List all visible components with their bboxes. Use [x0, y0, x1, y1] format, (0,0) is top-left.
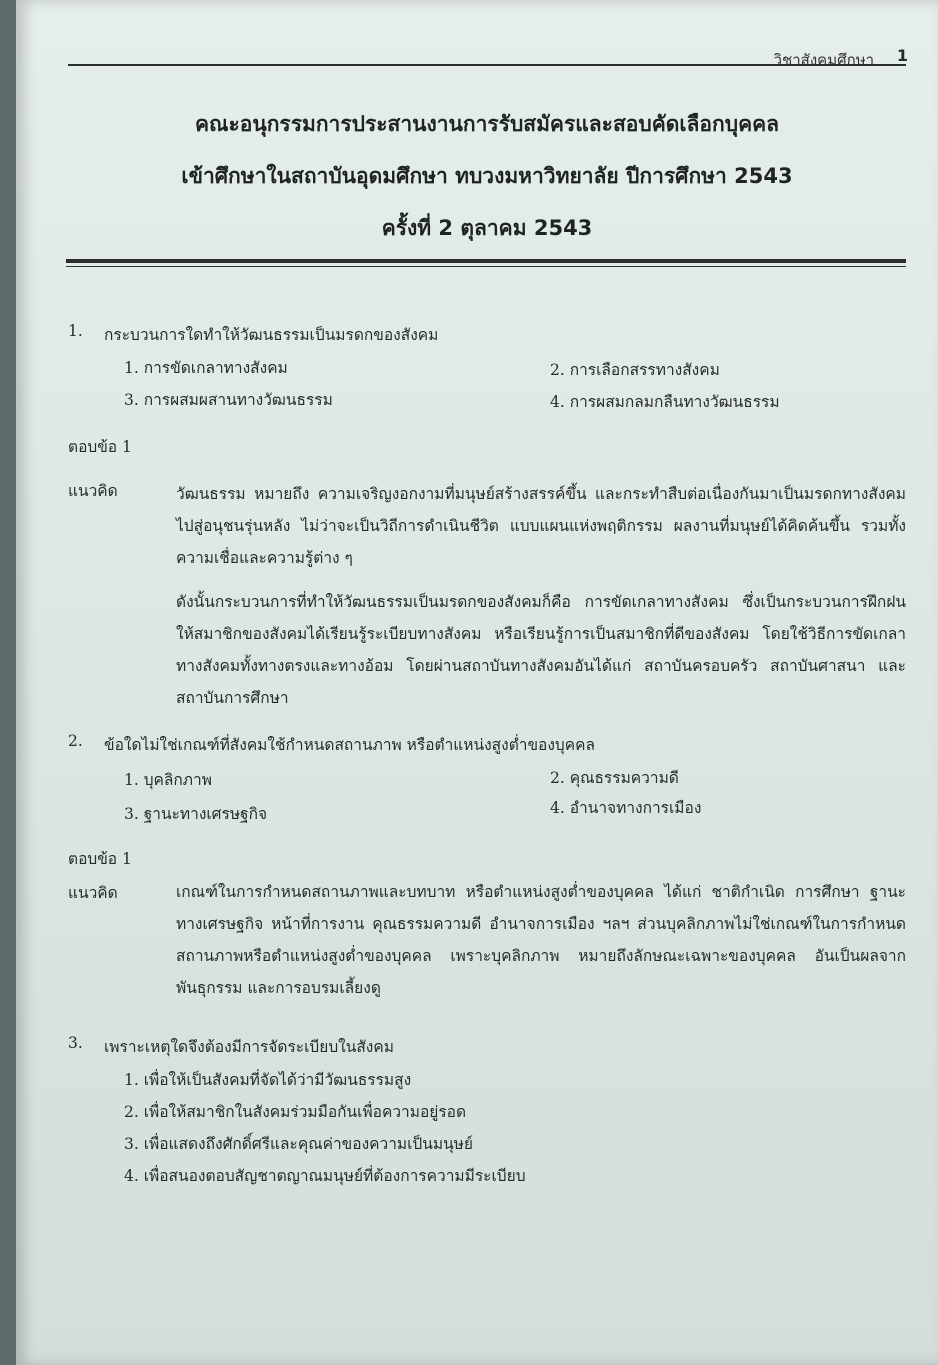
question-1	[68, 322, 908, 411]
choice-4: 4. เพื่อสนองตอบสัญชาตญาณมนุษย์ที่ต้องการความมีระเบียบ	[124, 1167, 526, 1185]
choice-3: 3. เพื่อแสดงถึงศักดิ์ศรีและคุณค่าของความเป็นมนุษย์	[124, 1135, 473, 1153]
concept-paragraph: วัฒนธรรม หมายถึง ความเจริญงอกงามที่มนุษย์สร้างสรรค์ขึ้น และกระทำสืบต่อเนื่องกันมาเป็นมรดกทางสังคมไปสู่อนุชนรุ่นหลัง ไม่ว่าจะเป็นวิถีการดำเนินชีวิต แบบแผนแห่งพฤติกรรม ผลงานที่มนุษย์ได้คิดค้นขึ้น รวมทั้งความเชื่อและความรู้ต่าง ๆ	[176, 485, 906, 567]
page-number: 1	[896, 46, 908, 65]
choice-1: 1. บุคลิกภาพ	[124, 771, 212, 789]
question-stem	[68, 732, 908, 757]
question-number: 2.	[68, 732, 83, 750]
question-number: 3.	[68, 1034, 83, 1052]
question-stem	[68, 1034, 908, 1059]
choice-2: 2. การเลือกสรรทางสังคม	[550, 361, 720, 379]
subject-title: วิชาสังคมศึกษา	[773, 51, 874, 69]
header-rule	[68, 64, 906, 66]
question-text: กระบวนการใดทำให้วัฒนธรรมเป็นมรดกของสังคม	[104, 326, 439, 344]
choice-3: 3. ฐานะทางเศรษฐกิจ	[124, 805, 268, 823]
exam-page	[16, 0, 938, 1365]
question-2	[68, 732, 908, 823]
concept-label: แนวคิด	[68, 884, 118, 902]
question-number: 1.	[68, 322, 83, 340]
choice-2: 2. คุณธรรมความดี	[550, 769, 679, 787]
question-stem	[68, 322, 908, 347]
document-title	[68, 98, 906, 254]
choice-1: 1. การขัดเกลาทางสังคม	[124, 359, 288, 377]
question-text: ข้อใดไม่ใช่เกณฑ์ที่สังคมใช้กำหนดสถานภาพ หรือตำแหน่งสูงต่ำของบุคคล	[104, 736, 596, 754]
choice-4: 4. อำนาจทางการเมือง	[550, 799, 702, 817]
concept-1	[68, 478, 906, 714]
concept-paragraph: เกณฑ์ในการกำหนดสถานภาพและบทบาท หรือตำแหน่งสูงต่ำของบุคคล ได้แก่ ชาติกำเนิด การศึกษา ฐานะทางเศรษฐกิจ หน้าที่การงาน คุณธรรมความดี อำนาจการเมือง ฯลฯ ส่วนบุคลิกภาพไม่ใช่เกณฑ์ในการกำหนดสถานภาพหรือตำแหน่งสูงต่ำของบุคคล เพราะบุคลิกภาพ หมายถึงลักษณะเฉพาะของบุคคล อันเป็นผลจากพันธุกรรม และการอบรมเลี้ยงดู	[176, 883, 906, 997]
concept-label: แนวคิด	[68, 482, 118, 500]
concept-paragraph: ดังนั้นกระบวนการที่ทำให้วัฒนธรรมเป็นมรดกของสังคมก็คือ การขัดเกลาทางสังคม ซึ่งเป็นกระบวนการฝึกฝนให้สมาชิกของสังคมได้เรียนรู้ระเบียบทางสังคม หรือเรียนรู้การเป็นสมาชิกที่ดีของสังคม โดยใช้วิธีการขัดเกลาทางสังคมทั้งทางตรงและทางอ้อม โดยผ่านสถาบันทางสังคมอันได้แก่ สถาบันครอบครัว สถาบันศาสนา และสถาบันการศึกษา	[176, 593, 906, 707]
concept-2	[68, 876, 906, 1004]
question-text: เพราะเหตุใดจึงต้องมีการจัดระเบียบในสังคม	[104, 1038, 394, 1056]
answer-1: ตอบข้อ 1	[68, 438, 132, 456]
choice-3: 3. การผสมผสานทางวัฒนธรรม	[124, 391, 333, 409]
title-divider-thick	[66, 259, 906, 263]
title-line-1: คณะอนุกรรมการประสานงานการรับสมัครและสอบคัดเลือกบุคคล	[194, 112, 780, 136]
title-divider-thin	[66, 266, 906, 267]
title-line-3: ครั้งที่ 2 ตุลาคม 2543	[381, 216, 593, 240]
answer-2: ตอบข้อ 1	[68, 850, 132, 868]
choice-4: 4. การผสมกลมกลืนทางวัฒนธรรม	[550, 393, 780, 411]
choice-1: 1. เพื่อให้เป็นสังคมที่จัดได้ว่ามีวัฒนธรรมสูง	[124, 1071, 412, 1089]
choice-2: 2. เพื่อให้สมาชิกในสังคมร่วมมือกันเพื่อความอยู่รอด	[124, 1103, 467, 1121]
question-3	[68, 1034, 908, 1185]
title-line-2: เข้าศึกษาในสถาบันอุดมศึกษา ทบวงมหาวิทยาลัย ปีการศึกษา 2543	[181, 164, 793, 188]
